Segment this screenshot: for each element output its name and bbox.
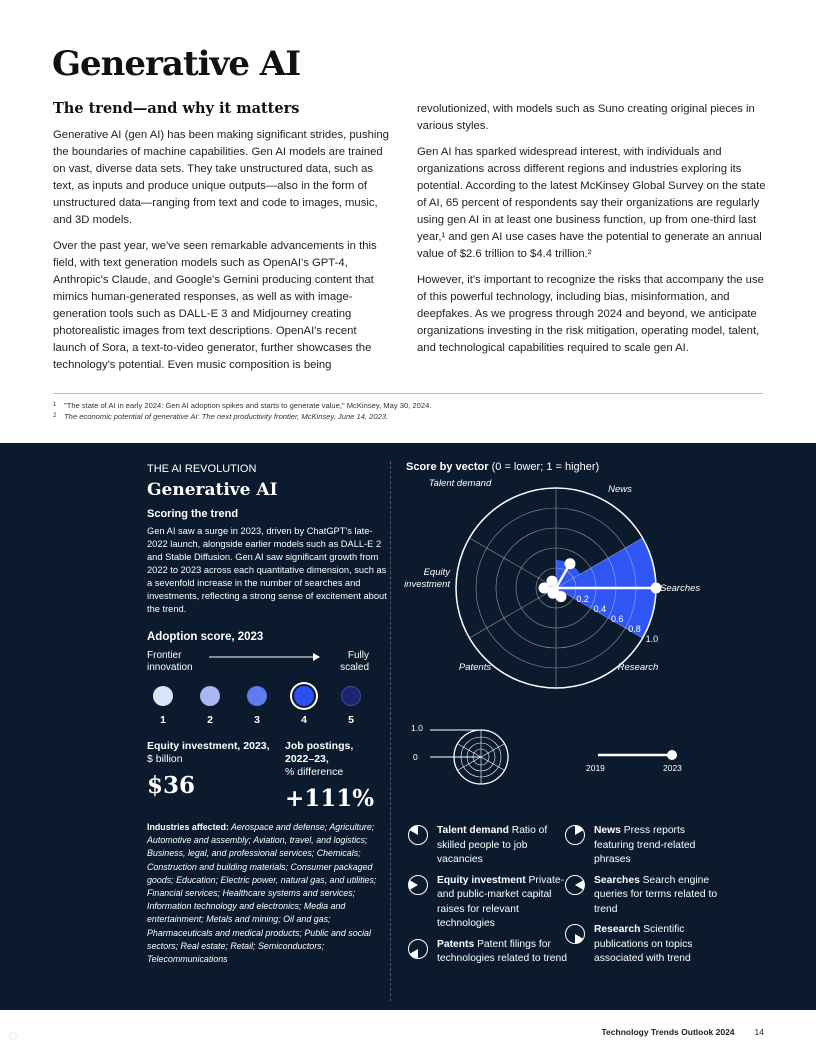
body-column-right: [417, 101, 769, 366]
adoption-level-5: [341, 686, 361, 706]
axis-label: Searches: [660, 583, 701, 594]
vector-pie-icon: [407, 938, 429, 960]
adoption-right-label: Fully scaled: [340, 650, 369, 673]
legend-description: Private- and public-market capital raises for relevant technologies: [437, 874, 565, 929]
adoption-level-1: [153, 686, 173, 706]
chart-subtitle: (0 = lower; 1 = higher): [491, 461, 600, 473]
vector-pie-icon: [407, 874, 429, 896]
adoption-level-label: 2: [207, 714, 213, 726]
industries-affected: [147, 821, 387, 966]
jobs-value: +111%: [285, 785, 375, 812]
tick-label: 0.2: [576, 594, 589, 604]
legend-name: Equity investment: [437, 874, 526, 886]
adoption-scale: [147, 650, 387, 736]
footnote-number: 1: [53, 402, 57, 408]
legend-description: Search engine queries for terms related to trend: [594, 874, 718, 915]
footnote-2: The economic potential of generative AI: The next productivity frontier, McKinsey, June 14, 2023.: [64, 412, 389, 421]
axis-label: Research: [617, 662, 659, 673]
paragraph: revolutionized, with models such as Suno creating original pieces in various styles.: [417, 103, 755, 132]
tick-label: 0.8: [628, 624, 641, 634]
arrow-icon: [209, 652, 321, 662]
axis-label: Equity: [423, 567, 450, 578]
key-stats: [147, 740, 387, 813]
footnotes: [53, 400, 431, 422]
legend-description: Press reports featuring trend-related phrases: [594, 825, 696, 865]
jobs-unit: % difference: [285, 766, 344, 778]
adoption-level-label: 5: [348, 714, 354, 726]
jobs-stat: [285, 740, 385, 813]
adoption-level-2: [200, 686, 220, 706]
section-subtitle: The trend—and why it matters: [53, 100, 300, 117]
legend-item-research: [564, 923, 724, 967]
body-column-left: [53, 127, 391, 383]
axis-label: Patents: [458, 662, 492, 673]
legend-item-patents: [407, 938, 567, 967]
page-number: 14: [754, 1027, 764, 1037]
chart-key: [400, 718, 700, 798]
legend-description: Patent filings for technologies related to trend: [437, 938, 567, 964]
legend-description: Scientific publications on topics associated with trend: [594, 924, 693, 964]
vector-pie-icon: [564, 824, 586, 846]
axis-label: Talent demand: [428, 478, 492, 489]
tick-label: 1.0: [645, 634, 659, 644]
scoring-heading: Scoring the trend: [147, 508, 239, 520]
industries-label: Industries affected:: [147, 822, 229, 832]
kicker: THE AI REVOLUTION: [147, 463, 257, 475]
adoption-heading: Adoption score, 2023: [147, 631, 264, 643]
paragraph: Over the past year, we've seen remarkable advancements in this field, with text generation models such as OpenAI's GPT-4, Anthropic's Claude, and Google's Gemini producing content that mimics human-generated responses, as well as with image-generation tools such as DALL-E 3 and Midjourney creating photorealistic images from text descriptions. OpenAI's recent launch of Sora, a text-to-video generator, further showcases the technology's potential. Even music composition is being: [53, 240, 377, 371]
vector-pie-icon: [564, 923, 586, 945]
radar-point: [565, 558, 576, 569]
adoption-level-4: [294, 686, 314, 706]
key-scale-top: 1.0: [411, 723, 423, 733]
key-year-end: 2023: [663, 763, 682, 773]
legend-name: Patents: [437, 938, 475, 950]
radar-point: [556, 591, 567, 602]
vector-pie-icon: [407, 824, 429, 846]
equity-label: Equity investment, 2023,: [147, 740, 270, 752]
industries-list: Aerospace and defense; Agriculture; Automotive and assembly; Aviation, travel, and logistics; Business, legal, and professional services; Chemicals; Construction and building materials; Consumer packaged goods; Education; Electric power, natural gas, and utilities; Financial services; Healthcare systems and services; Information technology and electronics; Media and entertainment; Metals and mining; Oil and gas; Pharmaceuticals and medical products; Public and social sectors; Real estate; Retail; Semiconductors; Telecommunications: [147, 822, 377, 965]
key-scale-bottom: 0: [413, 752, 418, 762]
trend-scorecard-panel: [0, 443, 816, 1010]
chart-title: [406, 461, 599, 473]
adoption-level-label: 4: [301, 714, 307, 726]
equity-stat: [147, 740, 285, 813]
legend-item-searches: [564, 874, 724, 918]
legend-name: Research: [594, 924, 641, 935]
watermark: ◌: [8, 1028, 18, 1045]
axis-label: News: [608, 484, 632, 495]
legend-description: Ratio of skilled people to job vacancies: [437, 825, 548, 865]
adoption-level-label: 1: [160, 714, 166, 726]
paragraph: Generative AI (gen AI) has been making significant strides, pushing the boundaries of machine capabilities. Gen AI models are trained on vast, diverse data sets. They take unstructured data, such as text, as inputs and produce unique outputs—also in the form of unstructured data—ranging from text and code to images, music, and 3D models.: [53, 129, 389, 226]
legend-item-talent-demand: [407, 824, 567, 868]
footer: [601, 1027, 764, 1037]
paragraph: Gen AI has sparked widespread interest, with individuals and organizations across different regions and industries exploring its potential. According to the latest McKinsey Global Survey on the state of AI, 65 percent of respondents say their organizations are regularly using gen AI in at least one business function, up from one-third last year,¹ and gen AI use cases have the potential to generate an annual value of $2.6 trillion to $4.4 trillion.²: [417, 146, 766, 260]
tick-label: 0.4: [593, 604, 607, 614]
legend-item-news: [564, 824, 724, 868]
equity-unit: $ billion: [147, 753, 183, 765]
vector-legend-right: [564, 824, 724, 973]
chart-title-text: Score by vector: [406, 461, 489, 473]
key-year-start: 2019: [586, 763, 605, 773]
divider: [53, 393, 763, 394]
scoring-text: Gen AI saw a surge in 2023, driven by ChatGPT's late-2022 launch, alongside earlier models such as DALL-E 2 and Stable Diffusion. Gen AI saw significant growth from 2022 to 2023 across each quantitative dimension, such as a sevenfold increase in the number of searches and investments, reflecting a strong sense of excitement about the trend.: [147, 526, 387, 614]
legend-name: News: [594, 825, 621, 836]
footnote-number: 2: [53, 413, 57, 419]
footnote-1: "The state of AI in early 2024: Gen AI adoption spikes and starts to generate value," McKinsey, May 30, 2024.: [64, 401, 432, 410]
page-title: Generative AI: [52, 44, 301, 84]
vector-legend-left: [407, 824, 567, 973]
adoption-left-label: Frontier innovation: [147, 650, 193, 673]
panel-title: Generative AI: [147, 480, 278, 500]
legend-name: Talent demand: [437, 825, 509, 836]
jobs-label: Job postings, 2022–23,: [285, 740, 354, 765]
legend-name: Searches: [594, 874, 640, 886]
axis-label: investment: [404, 579, 450, 590]
scorecard-left-column: [147, 463, 387, 966]
adoption-level-label: 3: [254, 714, 260, 726]
radar-chart: [390, 478, 730, 698]
equity-value: $36: [147, 772, 196, 799]
legend-item-equity-investment: [407, 874, 567, 932]
tick-label: 0.6: [610, 614, 624, 624]
vector-pie-icon: [564, 874, 586, 896]
adoption-level-3: [247, 686, 267, 706]
footer-title: Technology Trends Outlook 2024: [601, 1027, 735, 1037]
paragraph: However, it's important to recognize the risks that accompany the use of this powerful technology, including bias, misinformation, and deepfakes. As we progress through 2024 and beyond, we anticipate organizations investing in the risk mitigation, operating model, talent, and technological capabilities required to scale gen AI.: [417, 274, 764, 354]
